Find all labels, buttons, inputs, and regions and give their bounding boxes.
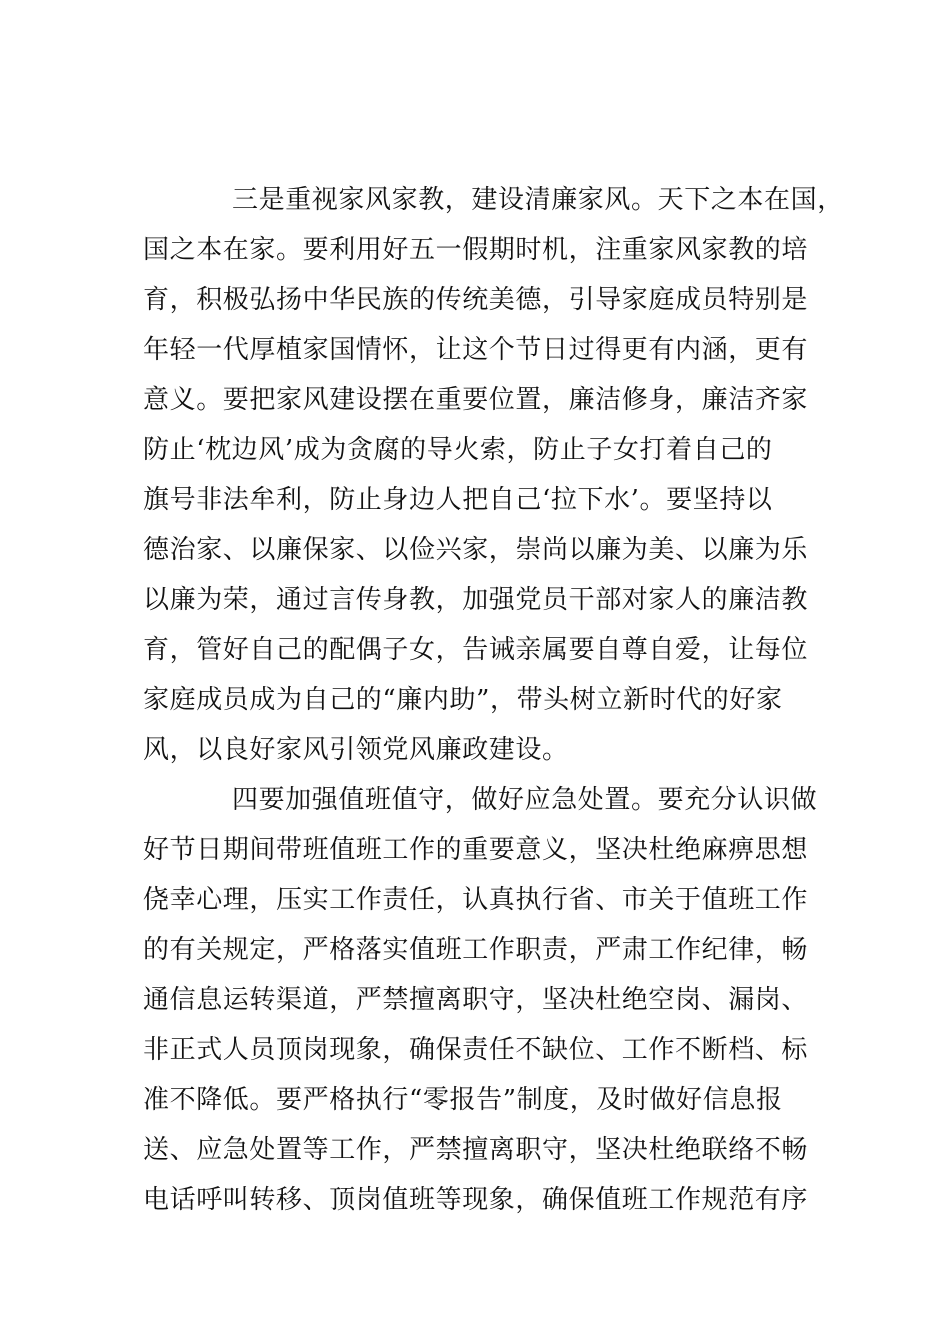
paragraph-3-line-6: 防止‘枕边风’成为贪腐的导火索，防止子女打着自己的 [143, 435, 773, 465]
paragraph-4-line-1: 四要加强值班值守，做好应急处置。要充分认识做 [232, 785, 818, 815]
paragraph-4-line-2: 好节日期间带班值班工作的重要意义，坚决杜绝麻痹思想 [143, 835, 809, 865]
paragraph-3-line-1: 三是重视家风家教，建设清廉家风。天下之本在国， [232, 185, 844, 215]
paragraph-4-line-4: 的有关规定，严格落实值班工作职责，严肃工作纪律，畅 [143, 935, 809, 965]
paragraph-4-line-3: 侥幸心理，压实工作责任，认真执行省、市关于值班工作 [143, 885, 809, 915]
paragraph-3-line-11: 家庭成员成为自己的“廉内助”，带头树立新时代的好家 [143, 685, 783, 715]
paragraph-4-line-7: 准不降低。要严格执行“零报告”制度，及时做好信息报 [143, 1085, 783, 1115]
paragraph-3-line-5: 意义。要把家风建设摆在重要位置，廉洁修身，廉洁齐家 [143, 385, 809, 415]
paragraph-4-line-8: 送、应急处置等工作，严禁擅离职守，坚决杜绝联络不畅 [143, 1135, 809, 1165]
paragraph-3-line-3: 育，积极弘扬中华民族的传统美德，引导家庭成员特别是 [143, 285, 809, 315]
paragraph-3-line-4: 年轻一代厚植家国情怀，让这个节日过得更有内涵，更有 [143, 335, 809, 365]
paragraph-4-line-9: 电话呼叫转移、顶岗值班等现象，确保值班工作规范有序 [143, 1185, 809, 1215]
paragraph-3-line-8: 德治家、以廉保家、以俭兴家，崇尚以廉为美、以廉为乐 [143, 535, 809, 565]
paragraph-3-line-7: 旗号非法牟利，防止身边人把自己‘拉下水’。要坚持以 [143, 485, 773, 515]
paragraph-3-line-2: 国之本在家。要利用好五一假期时机，注重家风家教的培 [143, 235, 809, 265]
paragraph-4-line-5: 通信息运转渠道，严禁擅离职守，坚决杜绝空岗、漏岗、 [143, 985, 809, 1015]
paragraph-3-line-12: 风，以良好家风引领党风廉政建设。 [143, 735, 569, 765]
paragraph-3-line-10: 育，管好自己的配偶子女，告诫亲属要自尊自爱，让每位 [143, 635, 809, 665]
paragraph-4-line-6: 非正式人员顶岗现象，确保责任不缺位、工作不断档、标 [143, 1035, 809, 1065]
paragraph-3-line-9: 以廉为荣，通过言传身教，加强党员干部对家人的廉洁教 [143, 585, 809, 615]
